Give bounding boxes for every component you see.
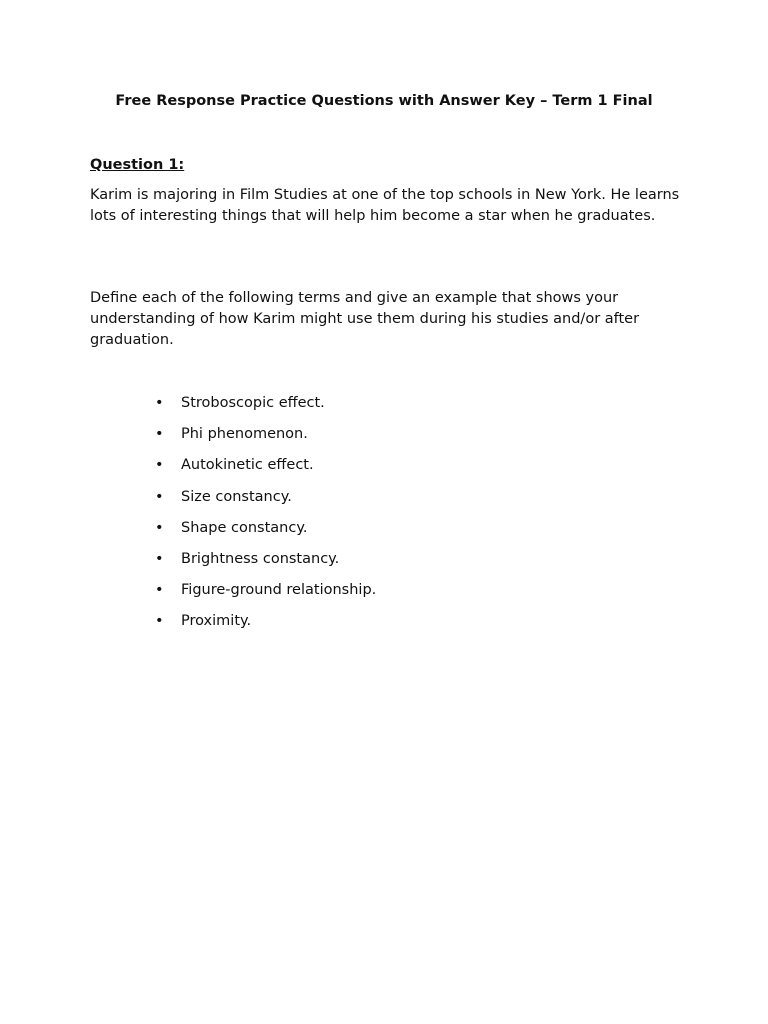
bullet-icon: • (155, 519, 164, 536)
list-item (155, 580, 376, 611)
term-label: Brightness constancy. (181, 550, 340, 567)
list-item (155, 549, 376, 580)
bullet-icon: • (155, 426, 164, 443)
question-scenario-paragraph: Karim is majoring in Film Studies at one of the top schools in New York. He learns lots of interesting things that will help him become a star when he graduates. (90, 187, 680, 224)
question-instructions-paragraph: Define each of the following terms and give an example that shows your understanding of how Karim might use them during his studies and/or after graduation. (90, 290, 640, 348)
bullet-icon: • (155, 457, 164, 474)
term-label: Figure-ground relationship. (181, 582, 377, 599)
term-label: Autokinetic effect. (181, 457, 314, 474)
bullet-icon: • (155, 550, 164, 567)
list-item (155, 455, 376, 486)
bullet-icon: • (155, 395, 164, 411)
list-item (155, 393, 376, 424)
list-item (155, 424, 376, 455)
bullet-icon: • (155, 488, 164, 505)
term-label: Size constancy. (181, 488, 292, 505)
list-item (155, 487, 376, 518)
term-label: Proximity. (181, 613, 252, 630)
terms-list (155, 393, 376, 643)
document-title: Free Response Practice Questions with Answer Key – Term 1 Final (115, 93, 653, 109)
term-label: Phi phenomenon. (181, 426, 308, 443)
term-label: Shape constancy. (181, 519, 308, 536)
term-label: Stroboscopic effect. (181, 395, 325, 411)
list-item (155, 518, 376, 549)
list-item (155, 611, 376, 642)
question-heading: Question 1: (90, 157, 185, 173)
bullet-icon: • (155, 582, 164, 599)
bullet-icon: • (155, 613, 164, 630)
